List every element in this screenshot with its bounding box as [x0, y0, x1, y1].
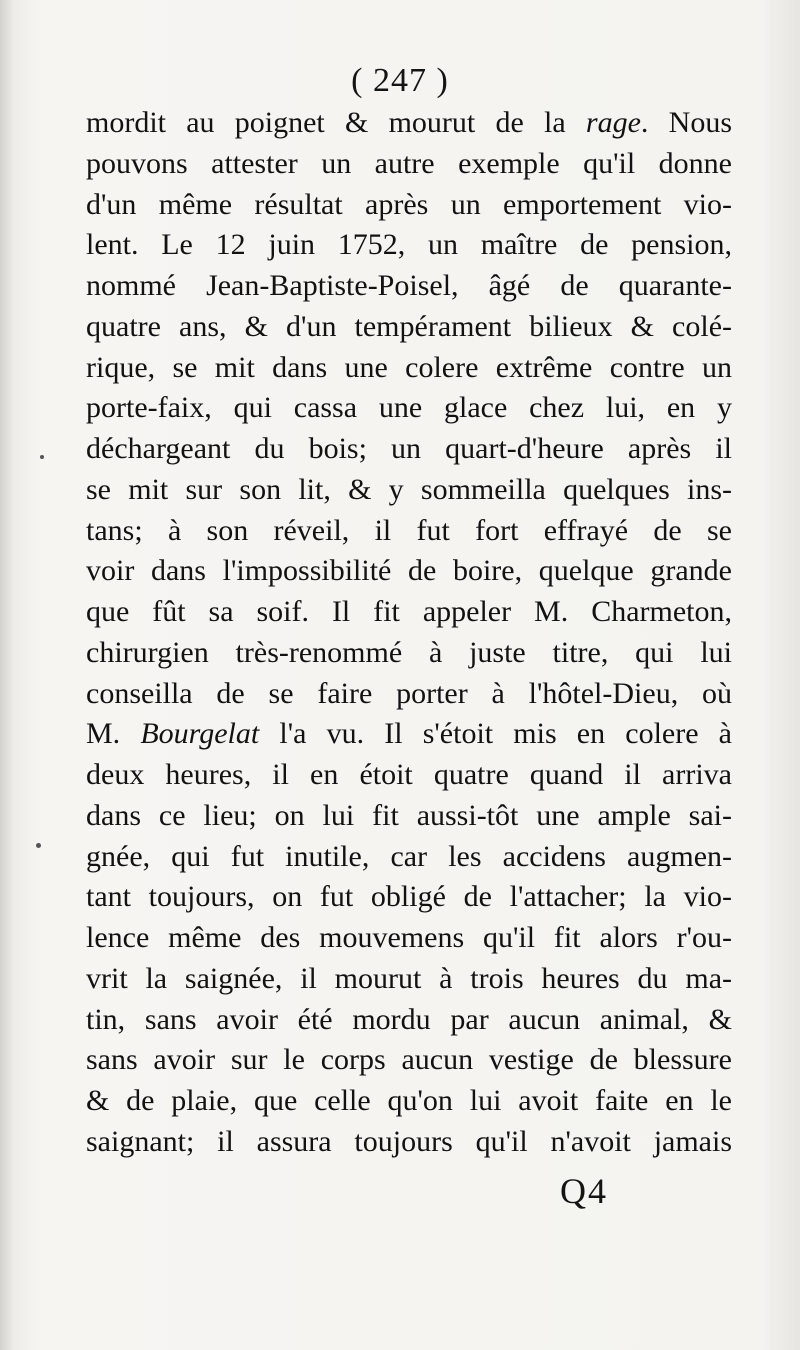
text-line: vrit la saignée, il mourut à trois heures du ma- [86, 961, 732, 995]
text-line-part: mordit au poignet & mourut de la [86, 106, 586, 139]
signature-mark: Q4 [560, 1171, 608, 1211]
text-line: voir dans l'impossibilité de boire, quelque grande [86, 554, 732, 588]
text-line: rique, se mit dans une colere extrême contre un [86, 350, 732, 384]
text-line: tant toujours, on fut obligé de l'attacher; la vio- [86, 880, 732, 914]
body-text [86, 103, 732, 1163]
text-line: lence même des mouvemens qu'il fit alors r'ou- [86, 921, 732, 954]
text-line: & de plaie, que celle qu'on lui avoit faite en le [86, 1084, 732, 1117]
text-line: saignant; il assura toujours qu'il n'avoit jamais [86, 1124, 732, 1158]
text-line: que fût sa soif. Il fit appeler M. Charmeton, [86, 595, 732, 628]
text-line: pouvons attester un autre exemple qu'il donne [86, 146, 732, 180]
text-line: gnée, qui fut inutile, car les accidens augmen- [86, 839, 732, 873]
italic-term: rage [585, 106, 641, 139]
text-line: dans ce lieu; on lui fit aussi-tôt une ample sai- [86, 798, 732, 832]
ink-speck [36, 843, 41, 848]
text-line [86, 103, 732, 144]
text-line: nommé Jean-Baptiste-Poisel, âgé de quarante- [86, 269, 732, 302]
italic-name: Bourgelat [140, 717, 260, 751]
page-number: ( 247 ) [351, 62, 449, 99]
text-line-part: . Nous [640, 106, 732, 139]
text-line: déchargeant du bois; un quart-d'heure après il [86, 432, 732, 465]
ink-speck [40, 455, 44, 459]
text-line: porte-faix, qui cassa une glace chez lui, en y [86, 391, 732, 425]
text-line: deux heures, il en étoit quatre quand il arriva [86, 758, 732, 791]
text-line-part: M. [86, 717, 141, 751]
text-line: conseilla de se faire porter à l'hôtel-Dieu, où [86, 676, 732, 710]
text-line [86, 714, 732, 755]
text-line: tin, sans avoir été mordu par aucun animal, & [86, 1002, 732, 1036]
text-line: tans; à son réveil, il fut fort effrayé de se [86, 513, 732, 547]
text-line: chirurgien très-renommé à juste titre, qui lui [86, 635, 732, 669]
text-line: quatre ans, & d'un tempérament bilieux & colé- [86, 309, 732, 343]
text-line: sans avoir sur le corps aucun vestige de blessure [86, 1043, 732, 1077]
text-line: d'un même résultat après un emportement vio- [86, 187, 732, 221]
text-line: lent. Le 12 juin 1752, un maître de pension, [86, 228, 732, 262]
text-line: se mit sur son lit, & y sommeilla quelques ins- [86, 472, 732, 506]
gutter-shadow [0, 0, 14, 1350]
text-line-part: l'a vu. Il s'étoit mis en colere à [259, 717, 732, 751]
